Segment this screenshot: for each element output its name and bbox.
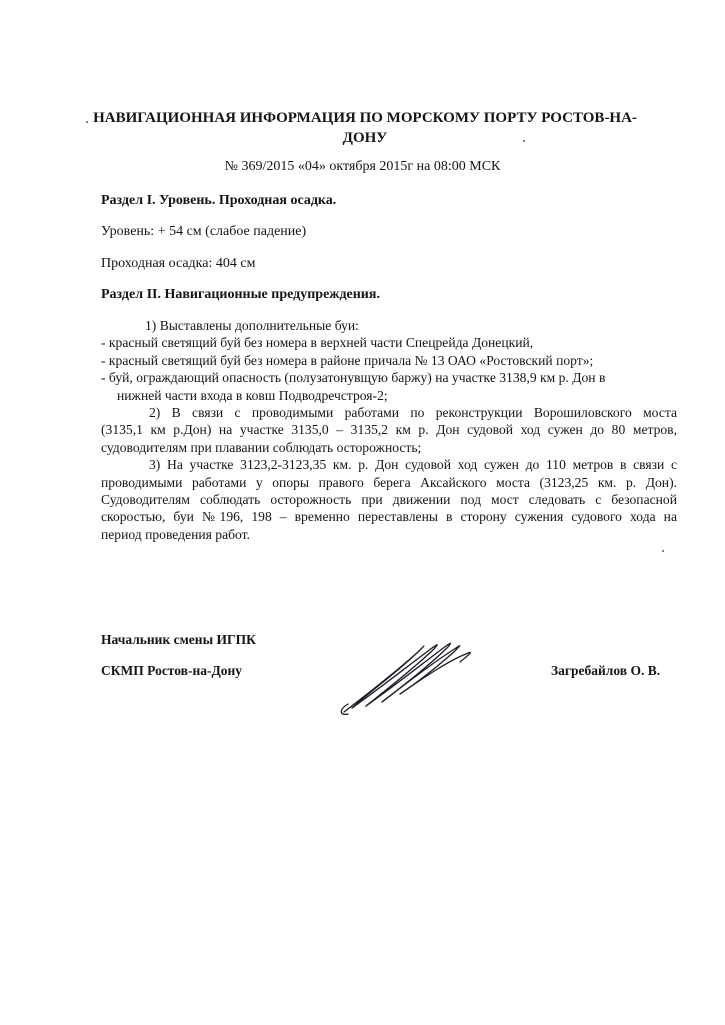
buoy-line: - красный светящий буй без номера в районе причала № 13 ОАО «Ростовский порт»;: [101, 352, 594, 368]
signatory-position: Начальник смены ИГПК: [101, 632, 256, 647]
document-title: НАВИГАЦИОННАЯ ИНФОРМАЦИЯ ПО МОРСКОМУ ПОРТУ РОСТОВ-НА-ДОНУ: [93, 110, 637, 146]
buoy-line: - красный светящий буй без номера в верхней части Спецрейда Донецкий,: [101, 335, 534, 351]
water-level: Уровень: + 54 см (слабое падение): [101, 224, 307, 239]
buoy-line-continuation: нижней части входа в ковш Подводречстроя-2;: [117, 387, 388, 403]
section-2-heading: Раздел II. Навигационные предупреждения.: [101, 287, 380, 302]
signatory-organization: СКМП Ростов-на-Дону: [101, 663, 243, 678]
warning-item-2-line: 2) В связи с проводимыми работами по реконструкции Ворошиловского моста: [149, 405, 677, 421]
scan-speck: [662, 550, 664, 552]
document-number-date: № 369/2015 «04» октября 2015г на 08:00 МСК: [224, 159, 501, 174]
signatory-name: Загребайлов О. В.: [551, 663, 661, 678]
section-1-heading: Раздел I. Уровень. Проходная осадка.: [101, 193, 337, 208]
warning-item-3-line: скоростью, буи №196, 198 – временно переставлены в сторону сужения судового хода на: [101, 509, 677, 525]
handwritten-signature: [300, 630, 510, 715]
warning-item-3-line: Судоводителям соблюдать осторожность при движении под мост следовать с безопасной: [101, 492, 677, 508]
warning-item-2-line: судоводителям при плавании соблюдать осторожность;: [101, 439, 422, 455]
warning-item-3-line: период проведения работ.: [101, 526, 250, 542]
warning-item-3-line: проводимыми работами у опоры правого берега Аксайского моста (3123,25 км. р. Дон).: [101, 474, 677, 490]
warning-item-3-line: 3) На участке 3123,2-3123,35 км. р. Дон судовой ход сужен до 110 метров в связи с: [149, 457, 677, 473]
buoy-line: - буй, ограждающий опасность (полузатонувщую баржу) на участке 3138,9 км р. Дон в: [101, 370, 606, 386]
navigation-warnings: [101, 317, 677, 543]
passage-draft: Проходная осадка: 404 см: [101, 256, 256, 271]
warning-item-1-intro: 1) Выставлены дополнительные буи:: [145, 318, 359, 333]
warning-item-2-line: (3135,1 км р.Дон) на участке 3135,0 – 3135,2 км р. Дон судовой ход сужен до 80 метров,: [101, 422, 677, 438]
